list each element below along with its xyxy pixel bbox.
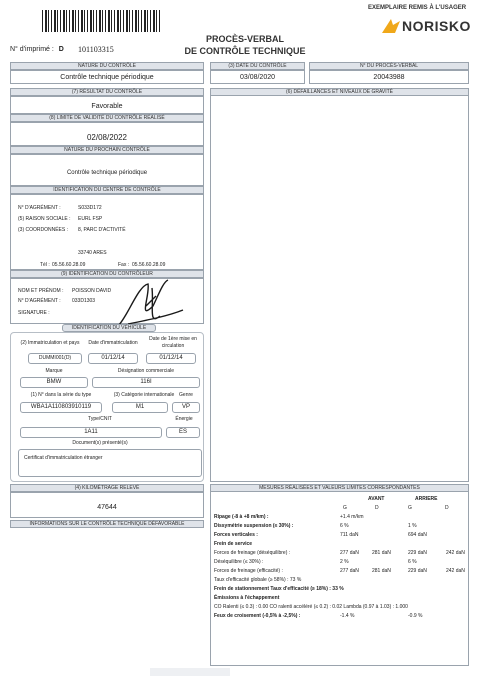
measure-value: 6 % bbox=[340, 523, 349, 529]
center-approval-label: N° D'AGRÉMENT : bbox=[18, 205, 61, 211]
first-circ-value: 01/12/14 bbox=[146, 353, 196, 364]
measure-value: 2 % bbox=[340, 559, 349, 565]
defects-panel bbox=[210, 96, 469, 482]
measure-label: Déséquilibre (≤ 30%) : bbox=[214, 559, 264, 565]
measure-label: Taux d'efficacité globale (≥ 58%) : 73 % bbox=[214, 577, 302, 583]
genre-value: VP bbox=[172, 402, 200, 413]
footer-strip bbox=[150, 668, 230, 676]
documents-label: Document(s) présenté(s) bbox=[72, 440, 128, 446]
center-phone-value: 05.56.60.28.09 bbox=[52, 262, 86, 268]
copy-label: EXEMPLAIRE REMIS À L'USAGER bbox=[368, 5, 467, 11]
center-phone-label: Tél : bbox=[40, 262, 50, 268]
vin-value: WBA1A110803910119 bbox=[20, 402, 102, 413]
controller-approval-value: 033D1303 bbox=[72, 298, 96, 304]
measure-label: Forces verticales : bbox=[214, 532, 258, 538]
measure-label: Forces de freinage (efficacité) : bbox=[214, 568, 283, 574]
measure-label: Feux de croisement (-0,5% à -2,5%) : bbox=[214, 613, 301, 619]
controller-signature-label: SIGNATURE : bbox=[18, 310, 50, 316]
measure-value: -0.9 % bbox=[408, 613, 423, 619]
measure-value: 6 % bbox=[408, 559, 417, 565]
measure-value: 229 daN bbox=[408, 568, 427, 574]
vin-label: (1) N° dans la série du type bbox=[30, 392, 92, 398]
brand-name: NORISKO bbox=[402, 18, 471, 34]
measure-value: 711 daN bbox=[340, 532, 359, 538]
controller-name-label: NOM ET PRÉNOM : bbox=[18, 288, 64, 294]
control-date-header: (3) DATE DU CONTRÔLE bbox=[210, 62, 305, 70]
model-label: Désignation commerciale bbox=[117, 368, 175, 374]
center-approval-value: S033D172 bbox=[78, 205, 102, 211]
defects-header: (6) DÉFAILLANCES ET NIVEAUX DE GRAVITÉ bbox=[210, 88, 469, 96]
rear-d-label: D bbox=[445, 505, 449, 511]
measure-value: 277 daN bbox=[340, 550, 359, 556]
model-value: 116I bbox=[92, 377, 200, 388]
category-label: (3) Catégorie internationale bbox=[113, 392, 175, 398]
measure-value: 229 daN bbox=[408, 550, 427, 556]
vehicle-header: IDENTIFICATION DU VÉHICULE bbox=[62, 324, 156, 332]
first-circ-label: Date de 1ère mise en circulation bbox=[149, 336, 197, 349]
brand-mark-icon bbox=[380, 17, 402, 35]
validity-date: 02/08/2022 bbox=[10, 122, 204, 146]
unfavorable-header: INFORMATIONS SUR LE CONTRÔLE TECHNIQUE DÉFAVORABLE bbox=[10, 520, 204, 528]
rear-label: ARRIERE bbox=[415, 496, 438, 502]
make-label: Marque bbox=[45, 368, 63, 374]
make-value: BMW bbox=[20, 377, 88, 388]
center-address-line1: 8, PARC D'ACTIVITÉ bbox=[78, 227, 126, 233]
reg-label: (2) Immatriculation et pays bbox=[20, 340, 80, 346]
center-address-label: (3) COORDONNÉES : bbox=[18, 227, 69, 233]
measure-value: 281 daN bbox=[372, 550, 391, 556]
genre-label: Genre bbox=[179, 392, 193, 398]
control-date: 03/08/2020 bbox=[210, 70, 305, 84]
measure-label: Ripage (-8 à +8 m/km) : bbox=[214, 514, 269, 520]
mileage-value: 47644 bbox=[10, 492, 204, 518]
front-label: AVANT bbox=[368, 496, 385, 502]
nature-value: Contrôle technique périodique bbox=[10, 70, 204, 84]
printed-number-label: N° d'imprimé : D bbox=[10, 46, 64, 53]
measure-value: +1.4 m/km bbox=[340, 514, 364, 520]
first-reg-label: Date d'immatriculation bbox=[88, 340, 138, 346]
front-g-label: G bbox=[343, 505, 347, 511]
measure-value: 694 daN bbox=[408, 532, 427, 538]
center-fax-label: Fax : bbox=[118, 262, 130, 268]
controller-name-value: POISSON DAVID bbox=[72, 288, 112, 294]
center-header: IDENTIFICATION DU CENTRE DE CONTRÔLE bbox=[10, 186, 204, 194]
mileage-header: (4) KILOMÉTRAGE RELEVÉ bbox=[10, 484, 204, 492]
measure-value: 242 daN bbox=[446, 568, 465, 574]
next-control-header: NATURE DU PROCHAIN CONTRÔLE bbox=[10, 146, 204, 154]
brand-logo bbox=[380, 16, 480, 36]
result-value: Favorable bbox=[10, 96, 204, 114]
measure-value: -1.4 % bbox=[340, 613, 355, 619]
pv-number-header: N° DU PROCÈS-VERBAL bbox=[309, 62, 469, 70]
result-header: (7) RÉSULTAT DU CONTRÔLE bbox=[10, 88, 204, 96]
type-label: Type/CNIT bbox=[88, 416, 112, 422]
front-d-label: D bbox=[375, 505, 379, 511]
nature-header: NATURE DU CONTRÔLE bbox=[10, 62, 204, 70]
measure-label: Forces de freinage (déséquilibre) : bbox=[214, 550, 291, 556]
center-company-label: (5) RAISON SOCIALE : bbox=[18, 216, 71, 222]
energy-label: Énergie bbox=[175, 416, 193, 422]
measure-label: Frein de stationnement Taux d'efficacité (≥ 18%) : 33 % bbox=[214, 586, 344, 592]
barcode bbox=[42, 10, 162, 32]
center-company-value: EURL FSP bbox=[78, 216, 103, 222]
measure-value: 1 % bbox=[408, 523, 417, 529]
center-address-line2: 33740 ARES bbox=[78, 250, 107, 256]
energy-value: ES bbox=[166, 427, 200, 438]
controller-header: (9) IDENTIFICATION DU CONTRÔLEUR bbox=[10, 270, 204, 278]
printed-number: 101103315 bbox=[78, 45, 114, 54]
category-value: M1 bbox=[112, 402, 168, 413]
measure-label: Frein de service bbox=[214, 541, 253, 547]
measure-value: 242 daN bbox=[446, 550, 465, 556]
measure-label: Émissions à l'échappement bbox=[214, 595, 280, 601]
validity-header: (8) LIMITE DE VALIDITÉ DU CONTRÔLE RÉALISÉ bbox=[10, 114, 204, 122]
measure-value: 281 daN bbox=[372, 568, 391, 574]
controller-approval-label: N° D'AGRÉMENT : bbox=[18, 298, 61, 304]
next-control-value: Contrôle technique périodique bbox=[10, 154, 204, 186]
first-reg-value: 01/12/14 bbox=[88, 353, 138, 364]
documents-value: Certificat d'immatriculation étranger bbox=[24, 455, 103, 461]
measures-header: MESURES RÉALISÉES ET VALEURS LIMITES CORRESPONDANTES bbox=[210, 484, 469, 492]
type-value: 1A11 bbox=[20, 427, 162, 438]
document-title: PROCÈS-VERBAL DE CONTRÔLE TECHNIQUE bbox=[184, 34, 306, 56]
measure-label: Dissymétrie suspension (≤ 30%) : bbox=[214, 523, 294, 529]
registration-value: DUMMI001(D) bbox=[28, 353, 82, 364]
center-fax-value: 05.56.60.28.09 bbox=[132, 262, 166, 268]
pv-number: 20043988 bbox=[309, 70, 469, 84]
documents-box bbox=[18, 449, 202, 477]
measure-label: CO Ralenti (≤ 0.3) : 0.00 CO ralenti accéléré (≤ 0.2) : 0.02 Lambda (0.97 à 1.03) : 1.000 bbox=[214, 604, 408, 610]
measure-value: 277 daN bbox=[340, 568, 359, 574]
rear-g-label: G bbox=[408, 505, 412, 511]
